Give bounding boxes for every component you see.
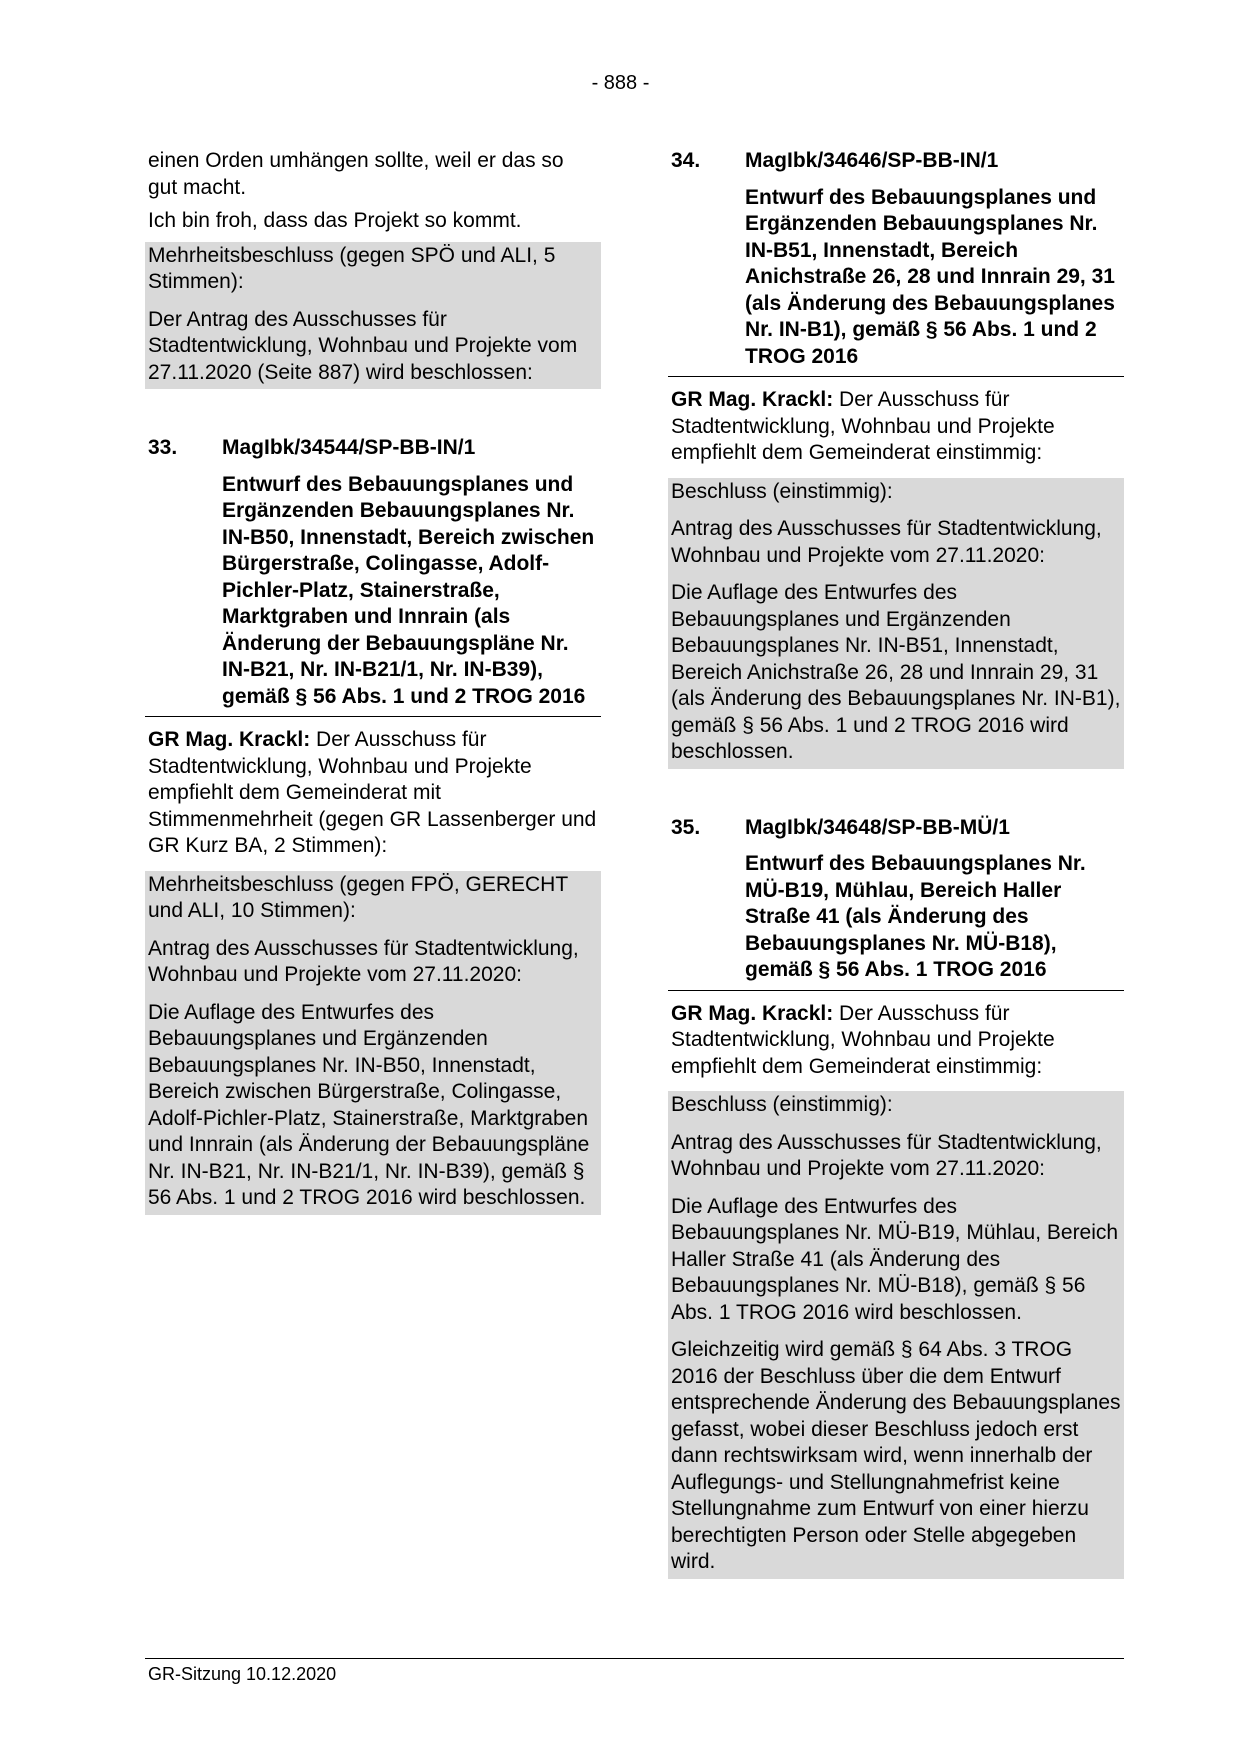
left-column xyxy=(145,148,601,1215)
item-number: 34. xyxy=(671,149,701,172)
agenda-item-33 xyxy=(145,435,601,1215)
item-code: MagIbk/34646/SP-BB-IN/1 xyxy=(745,149,999,172)
item-code: MagIbk/34648/SP-BB-MÜ/1 xyxy=(745,815,1010,839)
resolution-text: Die Auflage des Entwurfes des Bebauungsplanes und Ergänzenden Bebauungsplanes Nr. IN-B51, Innenstadt, Bereich Anichstraße 26, 28 und Innrain 29, 31 (als Änderung des Bebauungsplanes Nr. IN-B1), gemäß § 56 Abs. 1 und 2 TROG 2016 wird beschlossen. xyxy=(671,581,1121,763)
speaker-name: GR Mag. Krackl: xyxy=(671,388,834,411)
motion-text: Antrag des Ausschusses für Stadtentwicklung, Wohnbau und Projekte vom 27.11.2020: xyxy=(148,936,579,986)
resolution-text: Die Auflage des Entwurfes des Bebauungsplanes Nr. MÜ-B19, Mühlau, Bereich Haller Straße 41 (als Änderung des Bebauungsplanes Nr. MÜ-B18), gemäß § 56 Abs. 1 TROG 2016 wird beschlossen. xyxy=(671,1194,1119,1324)
right-column xyxy=(668,148,1124,1579)
item-heading xyxy=(668,148,1124,175)
agenda-item-35 xyxy=(668,815,1124,1579)
divider xyxy=(668,990,1124,991)
additional-resolution-text: Gleichzeitig wird gemäß § 64 Abs. 3 TROG 2016 der Beschluss über die dem Entwurf entsprechende Änderung des Bebauungsplanes gefasst, wobei dieser Beschluss jedoch erst dann rechtswirksam wird, wenn innerhalb der Auflegungs- und Stellungnahmefrist keine Stellungnahme zum Entwurf von einer hierzu berechtigten Person oder Stelle abgegeben wird. xyxy=(671,1338,1121,1573)
intro-paragraph-2: Ich bin froh, dass das Projekt so kommt. xyxy=(148,209,522,232)
decision-box xyxy=(668,478,1124,769)
footer-session: GR-Sitzung 10.12.2020 xyxy=(148,1664,337,1684)
divider xyxy=(668,376,1124,377)
speaker-name: GR Mag. Krackl: xyxy=(671,1001,834,1025)
divider xyxy=(145,716,601,717)
resolution-text: Die Auflage des Entwurfes des Bebauungsplanes und Ergänzenden Bebauungsplanes Nr. IN-B50, Innenstadt, Bereich zwischen Bürgerstraße, Colingasse, Adolf-Pichler-Platz, Stainerstraße, Marktgraben und Innrain (als Änderung der Bebauungspläne Nr. IN-B21, Nr. IN-B21/1, Nr. IN-B39), gemäß § 56 Abs. 1 und 2 TROG 2016 wird beschlossen. xyxy=(148,1000,590,1209)
decision-box-1 xyxy=(145,242,601,390)
speaker-name: GR Mag. Krackl: xyxy=(148,728,311,751)
page-number: - 888 - xyxy=(591,72,650,94)
motion-text: Antrag des Ausschusses für Stadtentwicklung, Wohnbau und Projekte vom 27.11.2020: xyxy=(671,1130,1102,1180)
statement-text: Der Ausschuss für Stadtentwicklung, Wohnbau und Projekte empfiehlt dem Gemeinderat mit Stimmenmehrheit (gegen GR Lassenberger und GR Kurz BA, 2 Stimmen): xyxy=(148,728,597,857)
item-heading xyxy=(668,815,1124,842)
speaker-statement xyxy=(668,1001,1124,1081)
decision-box xyxy=(145,871,601,1215)
decision-label: Beschluss (einstimmig): xyxy=(671,1093,893,1116)
item-code: MagIbk/34544/SP-BB-IN/1 xyxy=(222,436,476,459)
decision-label: Beschluss (einstimmig): xyxy=(671,479,893,503)
decision-label: Mehrheitsbeschluss (gegen FPÖ, GERECHT und ALI, 10 Stimmen): xyxy=(148,872,568,922)
item-heading xyxy=(145,435,601,462)
statement-text: Der Ausschuss für Stadtentwicklung, Wohnbau und Projekte empfiehlt dem Gemeinderat einstimmig: xyxy=(671,388,1055,464)
agenda-item-34 xyxy=(668,148,1124,769)
item-title: Entwurf des Bebauungsplanes und Ergänzenden Bebauungsplanes Nr. IN-B51, Innenstadt, Bereich Anichstraße 26, 28 und Innrain 29, 31 (als Änderung des Bebauungsplanes Nr. IN-B1), gemäß § 56 Abs. 1 und 2 TROG 2016 xyxy=(745,185,1115,368)
speaker-statement xyxy=(668,387,1124,467)
decision-text: Der Antrag des Ausschusses für Stadtentwicklung, Wohnbau und Projekte vom 27.11.2020 (Seite 887) wird beschlossen: xyxy=(148,307,578,384)
decision-label: Mehrheitsbeschluss (gegen SPÖ und ALI, 5 Stimmen): xyxy=(148,243,556,293)
decision-box xyxy=(668,1091,1124,1579)
statement-text: Der Ausschuss für Stadtentwicklung, Wohnbau und Projekte empfiehlt dem Gemeinderat einstimmig: xyxy=(671,1001,1055,1078)
item-title: Entwurf des Bebauungsplanes Nr. MÜ-B19, Mühlau, Bereich Haller Straße 41 (als Änderung des Bebauungsplanes Nr. MÜ-B18), gemäß § 56 Abs. 1 TROG 2016 xyxy=(745,852,1086,981)
footer-divider xyxy=(145,1658,1124,1659)
item-number: 35. xyxy=(671,815,701,839)
motion-text: Antrag des Ausschusses für Stadtentwicklung, Wohnbau und Projekte vom 27.11.2020: xyxy=(671,517,1102,567)
item-number: 33. xyxy=(148,436,178,459)
item-title: Entwurf des Bebauungsplanes und Ergänzenden Bebauungsplanes Nr. IN-B50, Innenstadt, Bereich zwischen Bürgerstraße, Colingasse, Adolf-Pichler-Platz, Stainerstraße, Marktgraben und Innrain (als Änderung der Bebauungspläne Nr. IN-B21, Nr. IN-B21/1, Nr. IN-B39), gemäß § 56 Abs. 1 und 2 TROG 2016 xyxy=(222,472,595,708)
intro-paragraph-1: einen Orden umhängen sollte, weil er das so gut macht. xyxy=(148,149,564,199)
speaker-statement xyxy=(145,727,601,860)
